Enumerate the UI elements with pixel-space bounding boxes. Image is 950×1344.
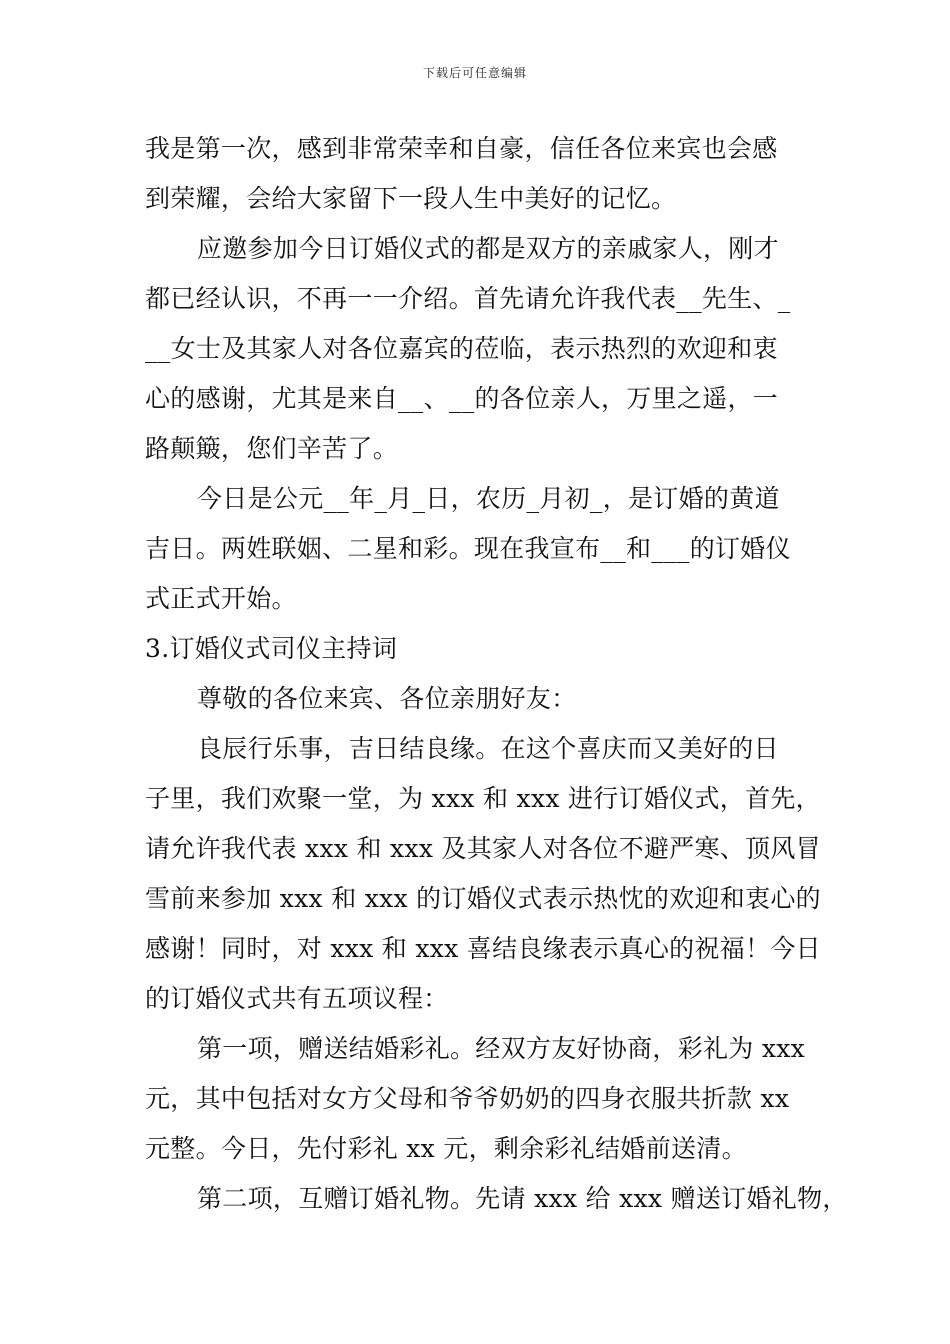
- text-line: 的订婚仪式共有五项议程：: [145, 984, 449, 1013]
- text-line: 尊敬的各位来宾、各位亲朋好友：: [197, 684, 577, 713]
- text-line: 雪前来参加 xxx 和 xxx 的订婚仪式表示热忱的欢迎和衷心的: [145, 884, 821, 913]
- text-line: __女士及其家人对各位嘉宾的莅临，表示热烈的欢迎和衷: [145, 334, 778, 363]
- text-line: 子里，我们欢聚一堂，为 xxx 和 xxx 进行订婚仪式，首先，: [145, 784, 821, 813]
- text-line: 我是第一次，感到非常荣幸和自豪，信任各位来宾也会感: [145, 134, 778, 163]
- text-line: 心的感谢，尤其是来自__、__的各位亲人，万里之遥，一: [145, 384, 779, 413]
- text-line: 第一项，赠送结婚彩礼。经双方友好协商，彩礼为 xxx: [197, 1034, 806, 1063]
- text-line: 感谢！同时，对 xxx 和 xxx 喜结良缘表示真心的祝福！今日: [145, 934, 821, 963]
- text-line: 元，其中包括对女方父母和爷爷奶奶的四身衣服共折款 xx: [145, 1084, 790, 1113]
- text-line: 请允许我代表 xxx 和 xxx 及其家人对各位不避严寒、顶风冒: [145, 834, 821, 863]
- page-header: 下载后可任意编辑: [422, 66, 527, 80]
- text-line: 路颠簸，您们辛苦了。: [145, 434, 399, 463]
- document-body: [145, 124, 848, 1224]
- text-line: 今日是公元__年_月_日，农历_月初_，是订婚的黄道: [197, 484, 780, 513]
- text-line: 到荣耀，会给大家留下一段人生中美好的记忆。: [145, 184, 677, 213]
- text-line: 良辰行乐事，吉日结良缘。在这个喜庆而又美好的日: [197, 734, 779, 763]
- text-line: 3.订婚仪式司仪主持词: [145, 634, 398, 663]
- text-line: 都已经认识，不再一一介绍。首先请允许我代表__先生、_: [145, 284, 791, 313]
- text-line: 式正式开始。: [145, 584, 297, 613]
- text-line: 元整。今日，先付彩礼 xx 元，剩余彩礼结婚前送清。: [145, 1134, 747, 1163]
- text-line: 吉日。两姓联姻、二星和彩。现在我宣布__和___的订婚仪: [145, 534, 791, 563]
- text-line: 应邀参加今日订婚仪式的都是双方的亲戚家人，刚才: [197, 234, 779, 263]
- text-line: 第二项，互赠订婚礼物。先请 xxx 给 xxx 赠送订婚礼物，: [197, 1184, 848, 1213]
